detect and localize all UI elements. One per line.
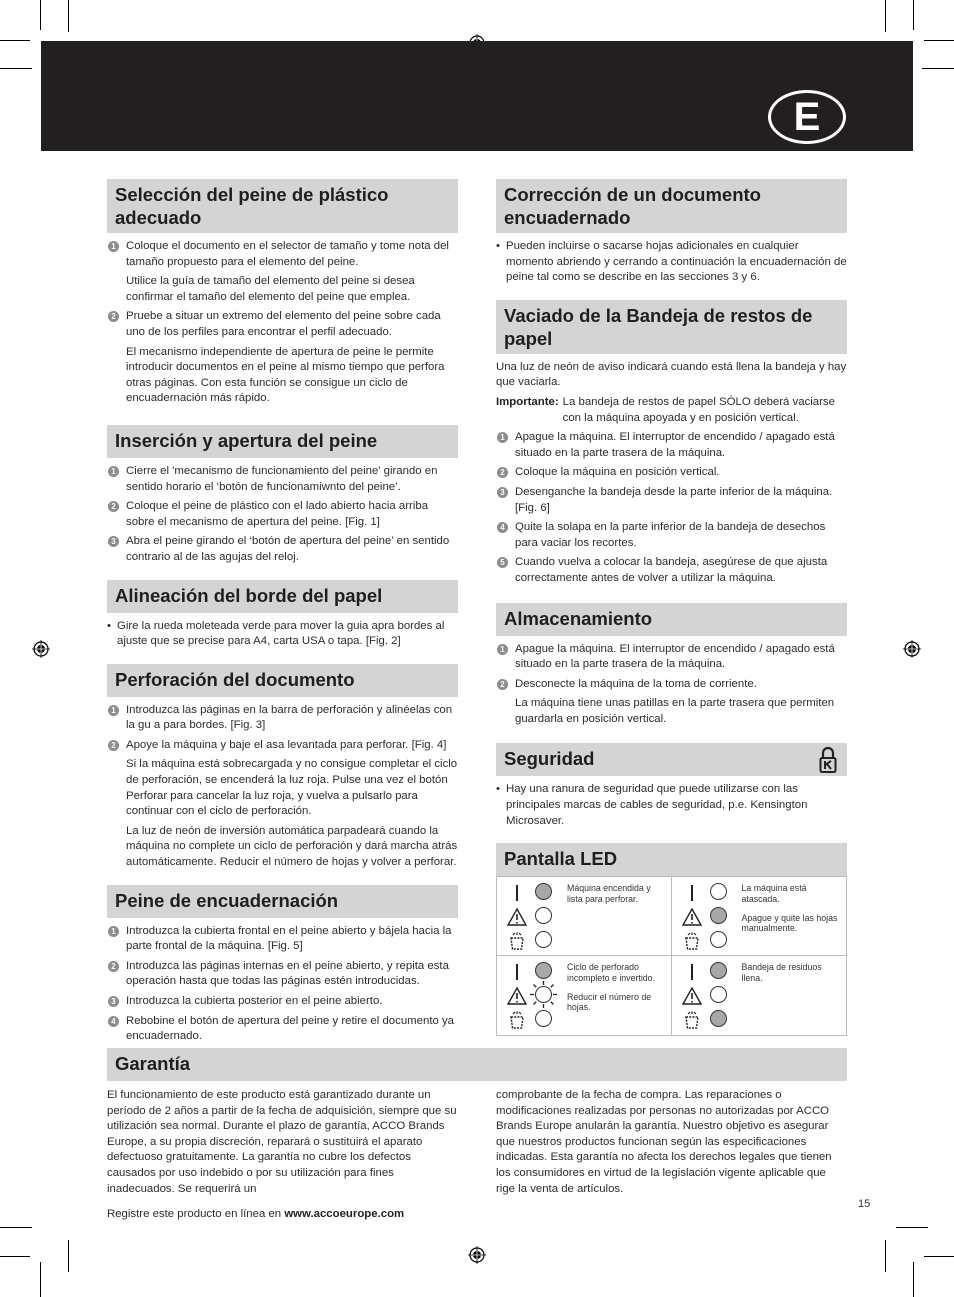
crop-mark	[40, 1262, 41, 1297]
led-indicators	[505, 960, 565, 1032]
list-item: 1 Coloque el documento en el selector de tamaño y tome nota del tamaño propuesto para el elemento del peine.	[107, 239, 458, 270]
list-item: 2 Apoye la máquina y baje el asa levantada para perforar. [Fig. 4]	[107, 738, 458, 754]
waste-bin-icon	[682, 1010, 702, 1030]
section-title: Corrección de un documento encuadernado	[496, 179, 847, 233]
led-indicators	[505, 881, 565, 953]
warning-icon	[682, 986, 702, 1006]
registration-mark-icon	[32, 640, 50, 658]
crop-mark	[913, 1262, 914, 1297]
power-on-icon	[507, 883, 527, 903]
list-item: • Gire la rueda moleteada verde para mover la guia apra bordes al ajuste que se precise para A4, carta USA o tapa. [Fig. 2]	[107, 619, 445, 648]
list-item: • Pueden incluirse o sacarse hojas adicionales en cualquier momento abriendo y cerrando a continuación la encuadernación de peine tal como se describe en las secciones 3 y 6.	[496, 240, 847, 284]
led-lamp	[535, 931, 552, 948]
list-item: 3 Abra el peine girando el ‘botón de apertura del peine’ en sentido contrario al de las agujas del reloj.	[107, 534, 458, 565]
section-title: Pantalla LED	[496, 843, 847, 876]
section-title: Peine de encuadernación	[107, 885, 458, 918]
list-item: • Hay una ranura de seguridad que puede utilizarse con las principales marcas de cables de seguridad, p.e. Kensington Microsaver.	[496, 783, 808, 827]
list-item: 2 Coloque la máquina en posición vertical.	[496, 465, 847, 481]
right-column: Corrección de un documento encuadernado • Pueden incluirse o sacarse hojas adicionales en cualquier momento abriendo y cerrando a continuación la encuadernación de peine tal como se describe en las secciones 3 y 6. Vaciado de la Bandeja de restos de papel Una luz de neón de aviso indicará cuando está llena la bandeja y hay que vaciarla. Importante: La bandeja de restos de papel SÓLO deberá vaciarse con la máquina apoyada y en posición vertical. 1 Apague la máquina. El interruptor de encendido / apagado está situado en la parte trasera de la máquina. 2 Coloque la máquina en posición vertical. 3 Desenganche la bandeja desde la parte inferior de la máquina. [Fig. 6] 4 Quite la solapa en la parte inferior de la bandeja de desechos para vaciar los recortes. 5 Cuando vuelva a colocar la bandeja, asegúrese de que ajusta correctamente antes de volver a utilizar la máquina. Almacenamiento 1 Apague la máquina. El interruptor de encendido / apagado está situado en la parte trasera de la máquina. 2 Desconecte la máquina de la toma de corriente. La máquina tiene unas patillas en la parte trasera que permiten guardarla en posición vertical. Seguridad • Hay una ranura de seguridad que puede utilizarse con las principales marcas de cables de seguridad, p.e. Kensington Microsaver. Pantalla LED Máquina encendida y lista para perforar. La máquina está atascada. Apague y quite las hojas manualmente. Ciclo de perforado incompleto e invertido. Reducir el número de hojas. Bandeja de residuos llena.	[496, 179, 847, 1036]
led-lamp	[710, 962, 727, 979]
crop-mark	[40, 0, 41, 30]
led-lamp	[710, 883, 727, 900]
led-lamp	[535, 1010, 552, 1027]
warning-icon	[682, 907, 702, 927]
crop-mark	[0, 1256, 30, 1257]
language-badge: E	[768, 90, 846, 144]
list-item: 3 Introduzca la cubierta posterior en el peine abierto.	[107, 994, 458, 1010]
waste-bin-icon	[507, 1010, 527, 1030]
crop-mark	[0, 1227, 32, 1228]
section-title: Seguridad	[496, 743, 847, 776]
warning-icon	[507, 986, 527, 1006]
important-note: Importante: La bandeja de restos de papel SÓLO deberá vaciarse con la máquina apoyada y en posición vertical.	[496, 395, 835, 424]
power-on-icon	[682, 962, 702, 982]
section-title: Alineación del borde del papel	[107, 580, 458, 613]
list-item: 1 Apague la máquina. El interruptor de encendido / apagado está situado en la parte trasera de la máquina.	[496, 430, 847, 461]
warranty-text-right: comprobante de la fecha de compra. Las reparaciones o modificaciones realizadas por personas no autorizadas por ACCO Brands Europe anularán la garantía. Nuestro objetivo es asegurar que nuestros productos funcionan según las especificaciones indicadas. Esta garantía no afecta los derechos legales que tienen los consumidores en virtud de la legislación vigente aplicable que rige la venta de artículos.	[496, 1089, 832, 1195]
led-description: La máquina está atascada. Apague y quite las hojas manualmente.	[741, 883, 838, 934]
list-item: 1 Cierre el 'mecanismo de funcionamiento del peine' girando en sentido horario el ‘botón de funcionamiwnto del peine’.	[107, 464, 458, 495]
led-description: Bandeja de residuos llena.	[741, 962, 822, 983]
led-lamp	[710, 986, 727, 1003]
crop-mark	[922, 68, 954, 69]
led-lamp	[535, 907, 552, 924]
power-on-icon	[682, 883, 702, 903]
section-title: Garantía	[107, 1048, 847, 1081]
list-item: 5 Cuando vuelva a colocar la bandeja, asegúrese de que ajusta correctamente antes de volver a utilizar la máquina.	[496, 555, 847, 586]
left-column: Selección del peine de plástico adecuado 1 Coloque el documento en el selector de tamaño y tome nota del tamaño propuesto para el elemento del peine. Utilice la guía de tamaño del elemento del peine si desea confirmar el tamaño del elemento del peine que emplea. 2 Pruebe a situar un extremo del elemento del peine sobre cada uno de los perfiles para encontrar el perfil adecuado. El mecanismo independiente de apertura de peine le permite introducir documentos en el peine al mismo tiempo que perfora otras páginas. Con esta función se consigue un ciclo de encuadernación más rápido. Inserción y apertura del peine 1 Cierre el 'mecanismo de funcionamiento del peine' girando en sentido horario el ‘botón de funcionamiwnto del peine’. 2 Coloque el peine de plástico con el lado abierto hacia arriba sobre el mecanismo de apertura del peine. [Fig. 1] 3 Abra el peine girando el ‘botón de apertura del peine’ en sentido contrario al de las agujas del reloj. Alineación del borde del papel • Gire la rueda moleteada verde para mover la guia apra bordes al ajuste que se precise para A4, carta USA o tapa. [Fig. 2] Perforación del documento 1 Introduzca las páginas en la barra de perforación y alinéelas con la gu a para bordes. [Fig. 3] 2 Apoye la máquina y baje el asa levantada para perforar. [Fig. 4] Si la máquina está sobrecargada y no consigue completar el ciclo de perforación, se encenderá la luz roja. Pulse una vez el botón Perforar para cancelar la luz roja, y vuelva a pulsarlo para continuar con el ciclo de perforación. La luz de neón de inversión automática parpadeará cuando la máquina no complete un ciclo de perforación y dará marcha atrás automáticamente. Reducir el número de hojas y volver a perforar. Peine de encuadernación 1 Introduzca la cubierta frontal en el peine abierto y bájela hacia la parte frontal de la máquina. [Fig. 5] 2 Introduzca las páginas internas en el peine abierto, y repita esta operación hasta que todas las páginas estén introducidas. 3 Introduzca la cubierta posterior en el peine abierto. 4 Rebobine el botón de apertura del peine y retire el documento ya encuadernado.	[107, 179, 458, 1045]
led-lamp	[710, 907, 727, 924]
led-lamp	[535, 883, 552, 900]
section-title: Perforación del documento	[107, 664, 458, 697]
led-description: Ciclo de perforado incompleto e invertido. Reducir el número de hojas.	[567, 962, 656, 1013]
registration-mark-icon	[903, 640, 921, 658]
list-item: 2 Desconecte la máquina de la toma de corriente.	[496, 677, 847, 693]
crop-mark	[0, 40, 30, 41]
list-item: 1 Apague la máquina. El interruptor de encendido / apagado está situado en la parte trasera de la máquina.	[496, 642, 847, 673]
led-status-cell	[497, 877, 672, 956]
led-indicators	[680, 881, 740, 953]
crop-mark	[913, 0, 914, 30]
led-lamp	[710, 1010, 727, 1027]
register-link[interactable]: www.accoeurope.com	[284, 1208, 405, 1221]
crop-mark	[885, 0, 886, 32]
page-number: 15	[858, 1198, 871, 1210]
crop-mark	[924, 1256, 954, 1257]
registration-mark-icon	[468, 1246, 486, 1264]
list-item: 4 Rebobine el botón de apertura del peine y retire el documento ya encuadernado.	[107, 1014, 458, 1045]
led-status-cell	[497, 956, 672, 1035]
warning-icon	[507, 907, 527, 927]
section-title: Almacenamiento	[496, 603, 847, 636]
led-status-cell	[672, 956, 847, 1035]
power-on-icon	[507, 962, 527, 982]
list-item: 3 Desenganche la bandeja desde la parte inferior de la máquina. [Fig. 6]	[496, 485, 847, 516]
waste-bin-icon	[682, 931, 702, 951]
section-title: Selección del peine de plástico adecuado	[107, 179, 458, 233]
kensington-lock-icon	[819, 746, 837, 773]
crop-mark	[896, 1227, 928, 1228]
led-status-cell	[672, 877, 847, 956]
register-line: Registre este producto en línea en www.accoeurope.com	[107, 1208, 405, 1221]
led-lamp	[710, 931, 727, 948]
led-indicators	[680, 960, 740, 1032]
waste-bin-icon	[507, 931, 527, 951]
list-item: 2 Pruebe a situar un extremo del elemento del peine sobre cada uno de los perfiles para encontrar el perfil adecuado.	[107, 309, 458, 340]
list-item: 2 Introduzca las páginas internas en el peine abierto, y repita esta operación hasta que todas las páginas estén introducidas.	[107, 959, 458, 990]
list-item: 4 Quite la solapa en la parte inferior de la bandeja de desechos para vaciar los recortes.	[496, 520, 847, 551]
warranty-text-left: El funcionamiento de este producto está garantizado durante un período de 2 años a partir de la fecha de adquisición, siempre que su utilización sea normal. Durante el plazo de garantía, ACCO Brands Europe, a su propia discreción, reparará o sustituirá el aparato defectuoso gratuitamente. La garantía no cubre los defectos causados por uso indebido o por su utilización para fines inadecuados. Se requerirá un Registre este producto en línea en www.accoeurope.com	[107, 1088, 458, 1223]
crop-mark	[68, 0, 69, 32]
list-item: 2 Coloque el peine de plástico con el lado abierto hacia arriba sobre el mecanismo de apertura del peine. [Fig. 1]	[107, 499, 458, 530]
crop-mark	[924, 40, 954, 41]
led-description: Máquina encendida y lista para perforar.	[567, 883, 651, 904]
led-lamp	[535, 962, 552, 979]
crop-mark	[0, 68, 32, 69]
list-item: 1 Introduzca la cubierta frontal en el peine abierto y bájela hacia la parte frontal de la máquina. [Fig. 5]	[107, 924, 458, 955]
list-item: 1 Introduzca las páginas en la barra de perforación y alinéelas con la gu a para bordes. [Fig. 3]	[107, 703, 458, 734]
crop-mark	[68, 1240, 69, 1272]
crop-mark	[885, 1240, 886, 1272]
section-title: Inserción y apertura del peine	[107, 425, 458, 458]
section-title: Vaciado de la Bandeja de restos de papel	[496, 300, 847, 354]
led-table	[496, 876, 847, 1036]
